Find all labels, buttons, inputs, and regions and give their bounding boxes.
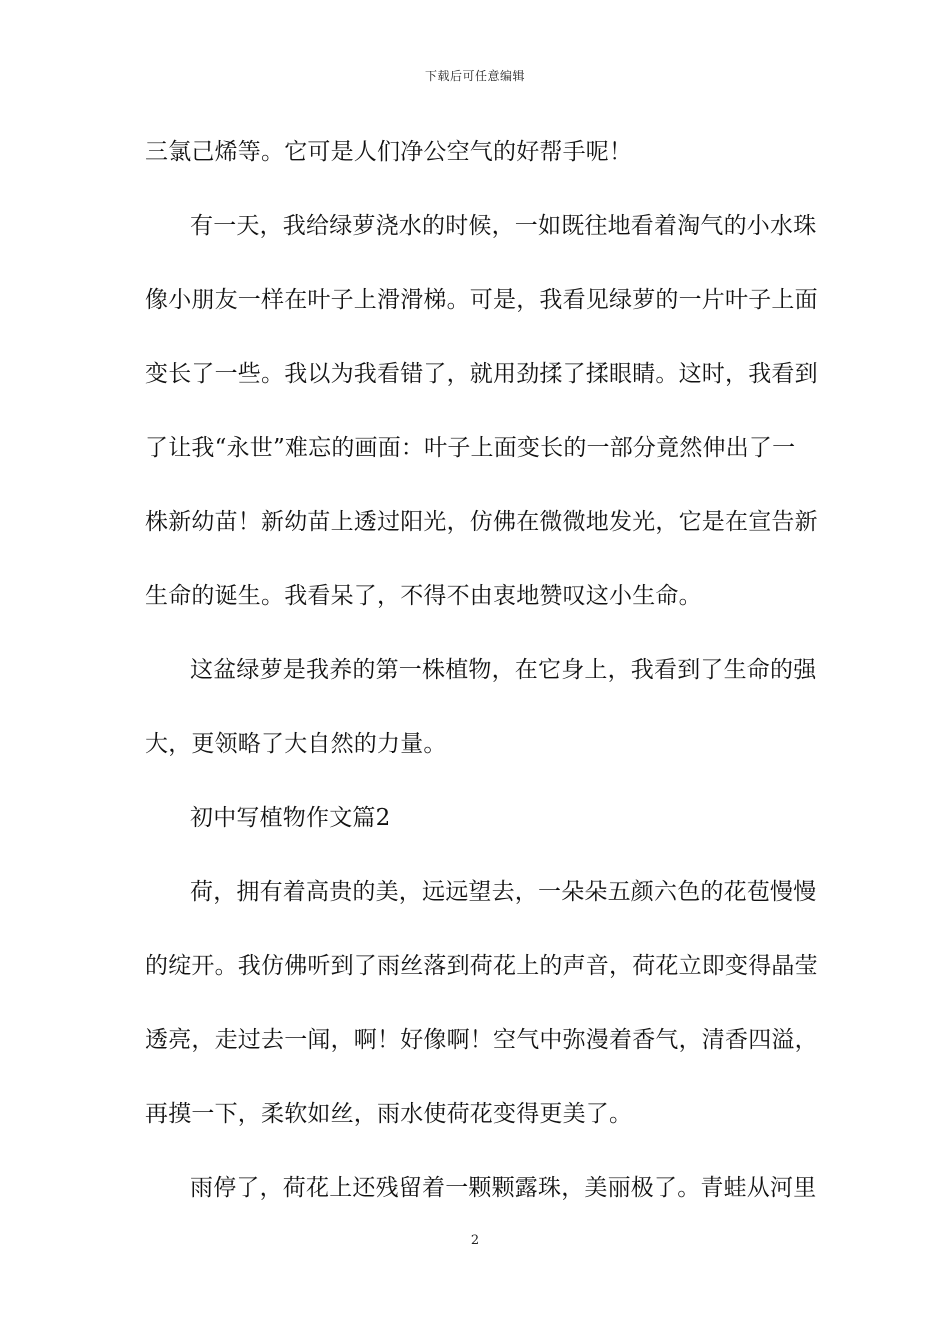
section-heading: 初中写植物作文篇2 (190, 805, 391, 831)
text-line: 透亮，走过去一闻，啊！好像啊！空气中弥漫着香气，清香四溢， (145, 1027, 818, 1053)
page-number: 2 (470, 1233, 480, 1248)
paragraph-start-line: 这盆绿萝是我养的第一株植物，在它身上，我看到了生命的强 (190, 657, 817, 683)
paragraph-start-line: 有一天，我给绿萝浇水的时候，一如既往地看着淘气的小水珠 (190, 213, 817, 239)
paragraph-start-line: 雨停了，荷花上还残留着一颗颗露珠，美丽极了。青蛙从河里 (190, 1175, 817, 1201)
header-note: 下载后可任意编辑 (424, 69, 525, 83)
text-line: 株新幼苗！新幼苗上透过阳光，仿佛在微微地发光，它是在宣告新 (145, 509, 818, 535)
paragraph-start-line: 荷，拥有着高贵的美，远远望去，一朵朵五颜六色的花苞慢慢 (190, 879, 817, 905)
text-line: 三氯己烯等。它可是人们净公空气的好帮手呢！ (145, 139, 633, 165)
text-line: 的绽开。我仿佛听到了雨丝落到荷花上的声音，荷花立即变得晶莹 (145, 953, 818, 979)
text-line: 再摸一下，柔软如丝，雨水使荷花变得更美了。 (145, 1101, 633, 1127)
text-line: 大，更领略了大自然的力量。 (145, 731, 447, 757)
text-line: 了让我“永世”难忘的画面：叶子上面变长的一部分竟然伸出了一 (145, 435, 796, 461)
text-line: 生命的诞生。我看呆了，不得不由衷地赞叹这小生命。 (145, 583, 702, 609)
text-line: 变长了一些。我以为我看错了，就用劲揉了揉眼睛。这时，我看到 (145, 361, 818, 387)
text-line: 像小朋友一样在叶子上滑滑梯。可是，我看见绿萝的一片叶子上面 (145, 287, 818, 313)
